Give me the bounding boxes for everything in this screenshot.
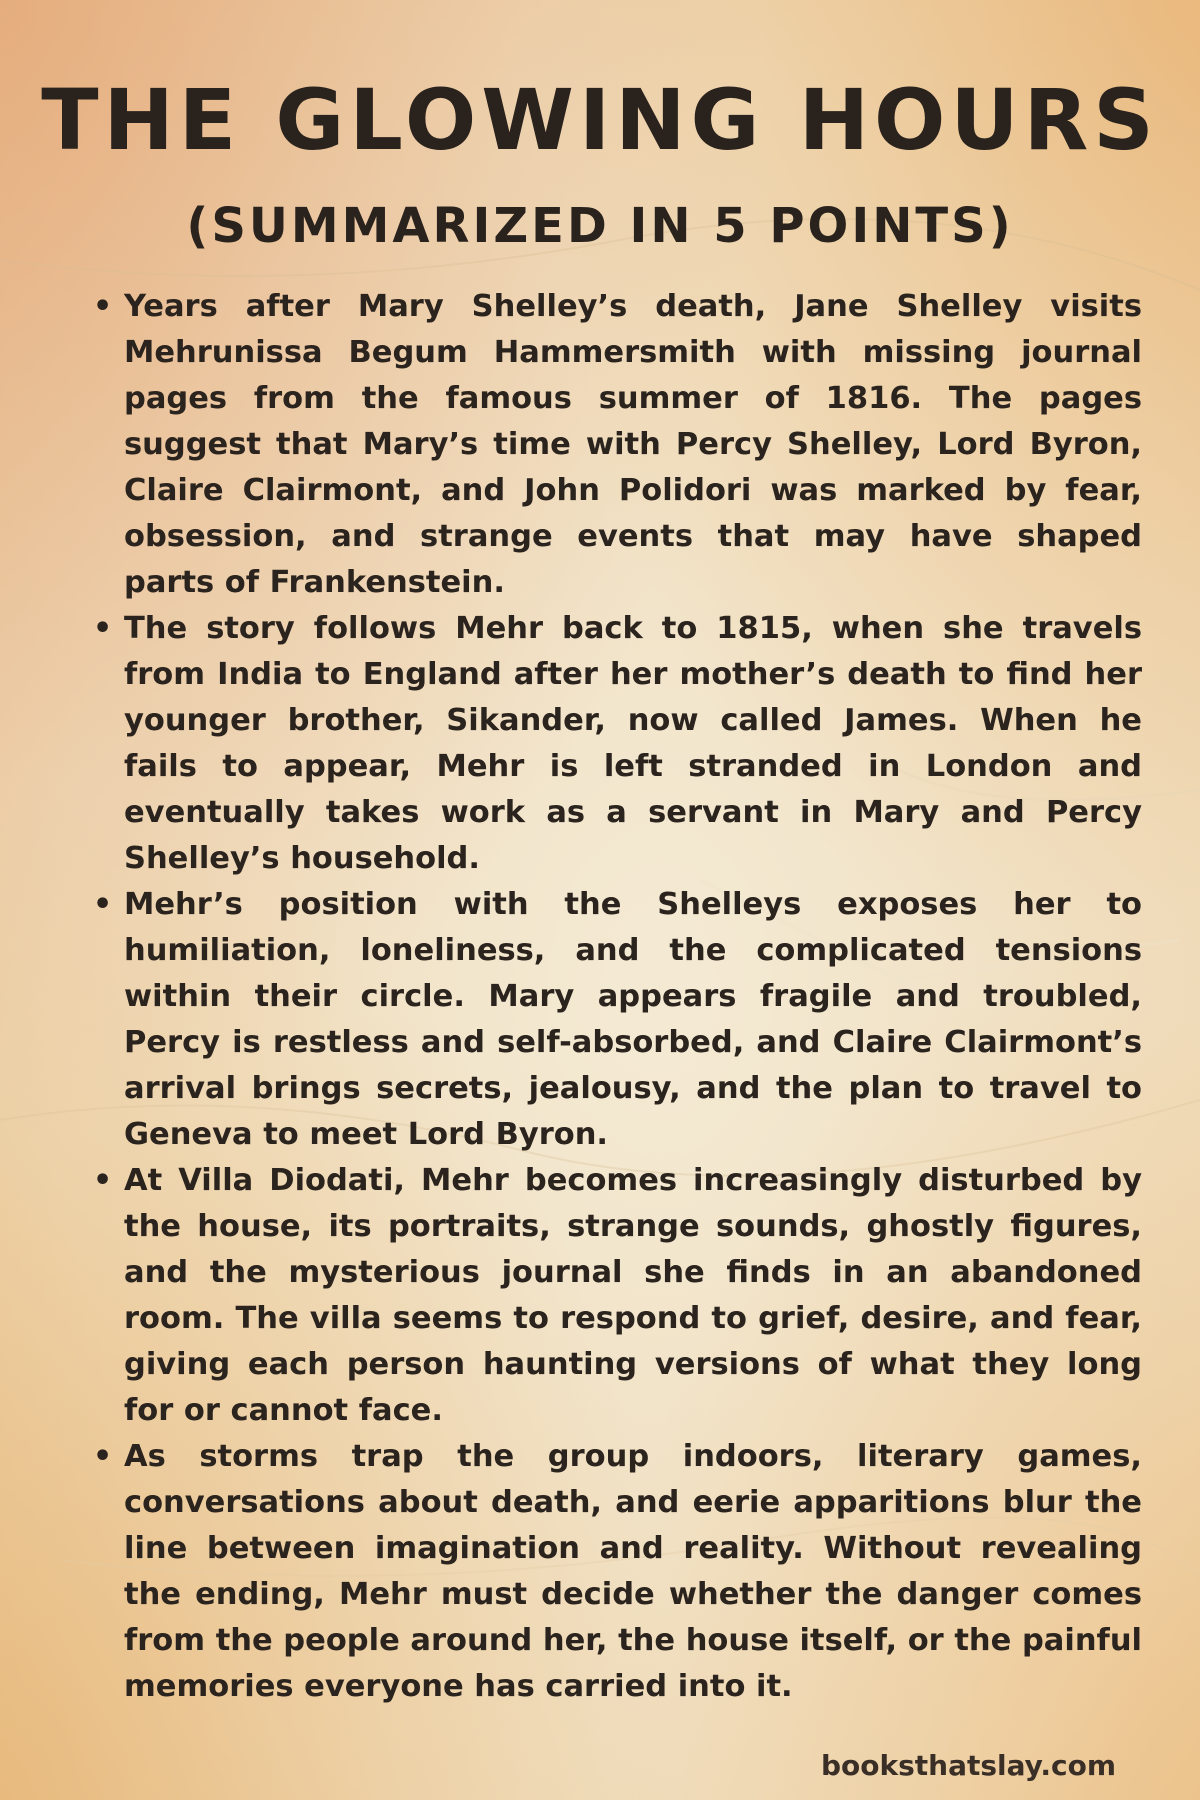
summary-point-text: Mehr’s position with the Shelleys exposes her to humiliation, loneliness, and the complicated tensions within their circle. Mary appears fragile and troubled, Percy is restless and self-absorbed, and Claire Clairmont’s arrival brings secrets, jealousy, and the plan to travel to Geneva to meet Lord Byron. xyxy=(124,887,1142,1152)
summary-point-text: Years after Mary Shelley’s death, Jane Shelley visits Mehrunissa Begum Hammersmith with missing journal pages from the famous summer of 1816. The pages suggest that Mary’s time with Percy Shelley, Lord Byron, Claire Clairmont, and John Polidori was marked by fear, obsession, and strange events that may have shaped parts of Frankenstein. xyxy=(124,289,1142,600)
website-credit: booksthatslay.com xyxy=(820,1749,1116,1782)
summary-point xyxy=(90,606,1142,882)
summary-point xyxy=(90,1434,1142,1710)
summary-point-text: The story follows Mehr back to 1815, when she travels from India to England after her mother’s death to find her younger brother, Sikander, now called James. When he fails to appear, Mehr is left stranded in London and eventually takes work as a servant in Mary and Percy Shelley’s household. xyxy=(124,611,1142,876)
page-subtitle: (SUMMARIZED IN 5 POINTS) xyxy=(186,198,1014,254)
summary-point xyxy=(90,882,1142,1158)
summary-point-list xyxy=(90,284,1142,1710)
summary-point xyxy=(90,1158,1142,1434)
bullet-icon: • xyxy=(93,1439,113,1474)
bullet-icon: • xyxy=(93,887,113,922)
bullet-icon: • xyxy=(93,611,113,646)
page-title: THE GLOWING HOURS xyxy=(41,71,1159,169)
summary-point xyxy=(90,284,1142,606)
bullet-icon: • xyxy=(93,1163,113,1198)
bullet-icon: • xyxy=(93,289,113,324)
summary-point-text: At Villa Diodati, Mehr becomes increasingly disturbed by the house, its portraits, strange sounds, ghostly figures, and the mysterious journal she finds in an abandoned room. The villa seems to respond to grief, desire, and fear, giving each person haunting versions of what they long for or cannot face. xyxy=(124,1163,1142,1428)
summary-point-text: As storms trap the group indoors, literary games, conversations about death, and eerie apparitions blur the line between imagination and reality. Without revealing the ending, Mehr must decide whether the danger comes from the people around her, the house itself, or the painful memories everyone has carried into it. xyxy=(124,1439,1142,1704)
